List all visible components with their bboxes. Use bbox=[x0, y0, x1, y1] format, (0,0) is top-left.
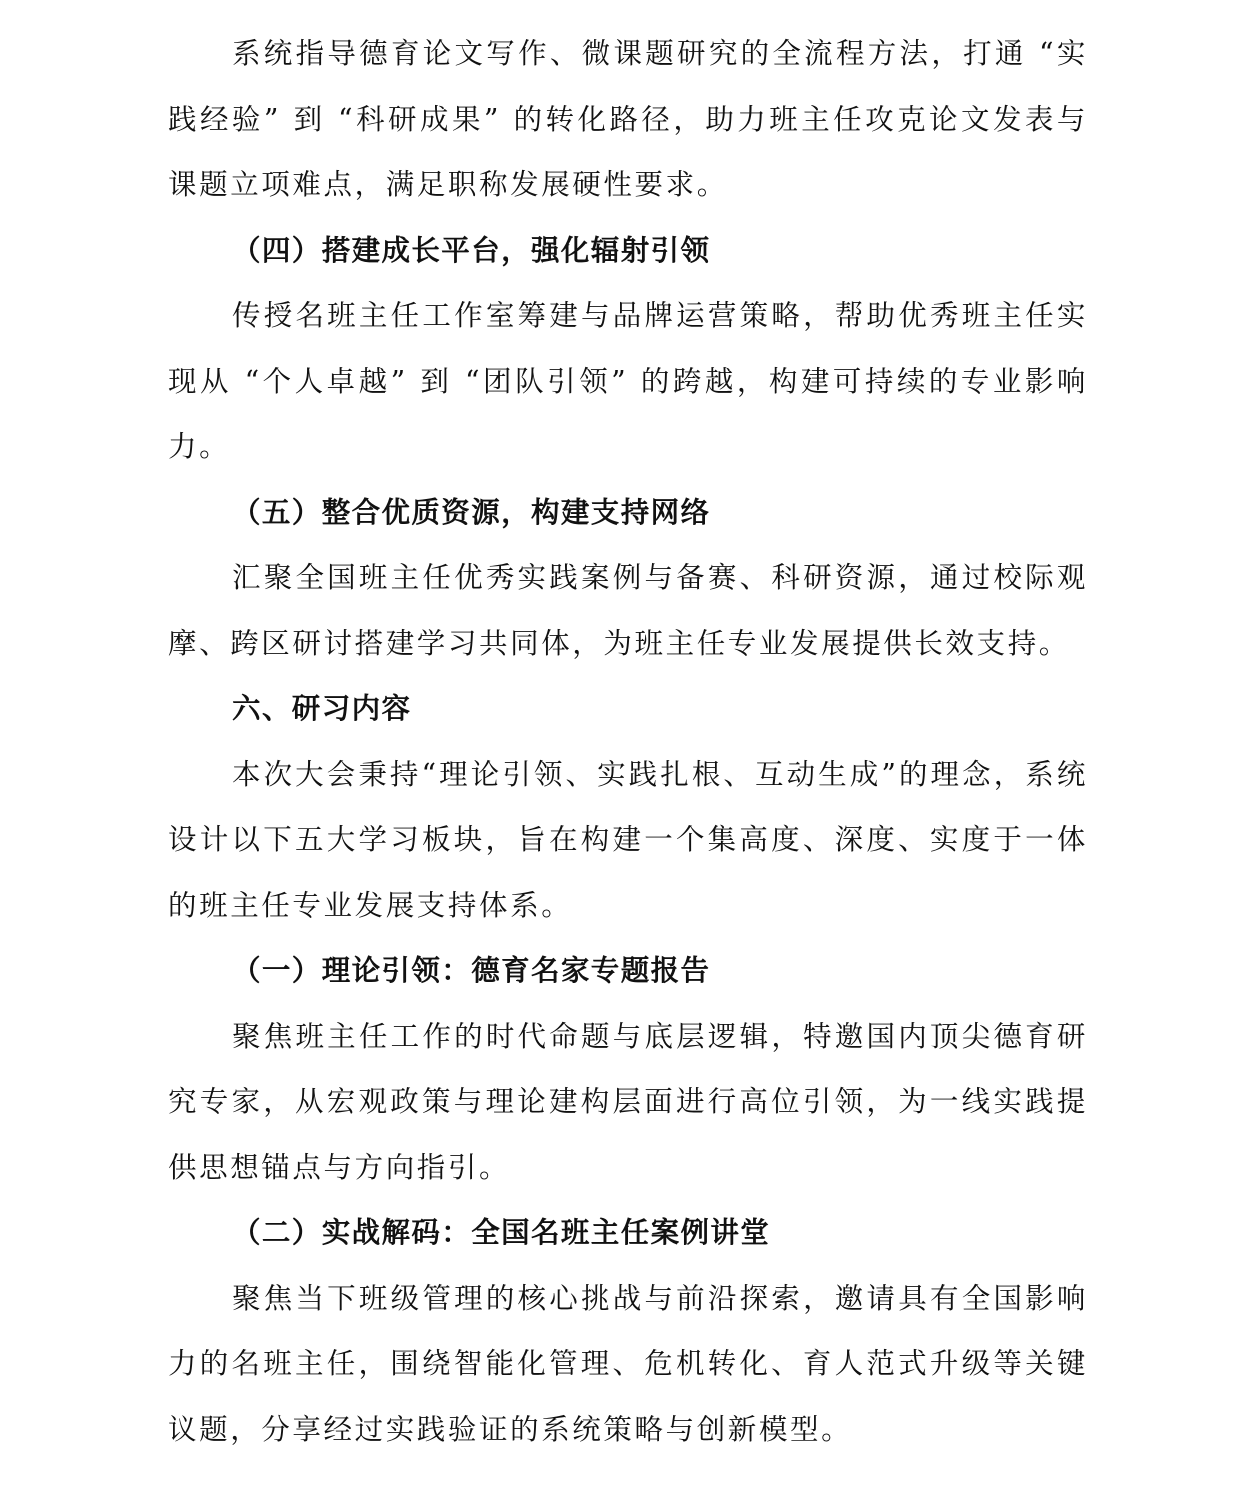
paragraph-resource-support: 汇聚全国班主任优秀实践案例与备赛、科研资源，通过校际观摩、跨区研讨搭建学习共同体，为班主任专业发展提供长效支持。 bbox=[168, 561, 1088, 660]
subheading-case-lectures: （二）实战解码：全国名班主任案例讲堂 bbox=[232, 1216, 771, 1249]
paragraph-research-methods: 系统指导德育论文写作、微课题研究的全流程方法，打通 “实践经验” 到 “科研成果” 的转化路径，助力班主任攻克论文发表与课题立项难点，满足职称发展硬性要求。 bbox=[168, 37, 1088, 201]
paragraph-conference-concept: 本次大会秉持“理论引领、实践扎根、互动生成”的理念，系统设计以下五大学习板块，旨在构建一个集高度、深度、实度于一体的班主任专业发展支持体系。 bbox=[168, 757, 1088, 922]
subheading-growth-platform: （四）搭建成长平台，强化辐射引领 bbox=[232, 233, 711, 267]
paragraph-studio-strategy: 传授名班主任工作室筹建与品牌运营策略，帮助优秀班主任实现从 “个人卓越” 到 “团队引领” 的跨越，构建可持续的专业影响力。 bbox=[168, 299, 1088, 463]
paragraph-expert-reports: 聚焦班主任工作的时代命题与底层逻辑，特邀国内顶尖德育研究专家，从宏观政策与理论建构层面进行高位引领，为一线实践提供思想锚点与方向指引。 bbox=[168, 1019, 1088, 1184]
subheading-theory-leadership: （一）理论引领：德育名家专题报告 bbox=[232, 954, 711, 987]
paragraph-case-sharing: 聚焦当下班级管理的核心挑战与前沿探索，邀请具有全国影响力的名班主任，围绕智能化管理、危机转化、育人范式升级等关键议题，分享经过实践验证的系统策略与创新模型。 bbox=[168, 1281, 1088, 1446]
subheading-resource-network: （五）整合优质资源，构建支持网络 bbox=[232, 495, 711, 529]
section-heading-study-content: 六、研习内容 bbox=[232, 692, 412, 725]
